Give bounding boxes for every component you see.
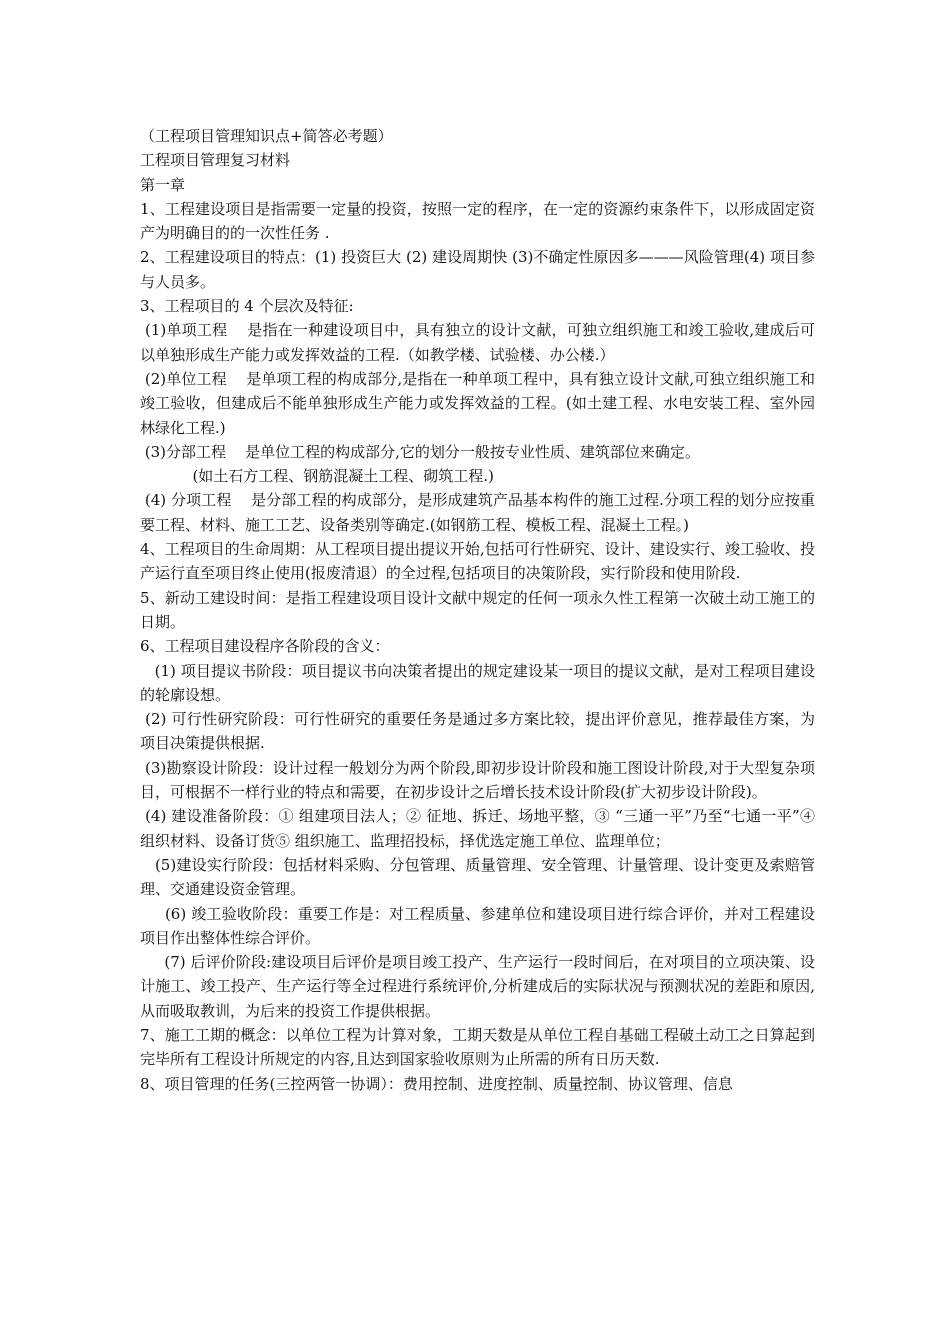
paragraph: 7、施工工期的概念：以单位工程为计算对象，工期天数是从单位工程自基础工程破土动工之日算起到完毕所有工程设计所规定的内容,且达到国家验收原则为止所需的所有日历天数. bbox=[140, 1025, 815, 1069]
paragraph: 6、工程项目建设程序各阶段的含义： bbox=[140, 637, 390, 656]
paragraph: (如土石方工程、钢筋混凝土工程、砌筑工程.) bbox=[140, 467, 494, 486]
paragraph: (7) 后评价阶段:建设项目后评价是项目竣工投产、生产运行一段时间后，在对项目的立项决策、设计施工、竣工投产、生产运行等全过程进行系统评价,分析建成后的实际状况与预测状况的差距和原因,从而吸取教训，为后来的投资工作提供根据。 bbox=[140, 953, 816, 1020]
paragraph: (1)单项工程 是指在一种建设项目中，具有独立的设计文献，可独立组织施工和竣工验收,建成后可以单独形成生产能力或发挥效益的工程.（如教学楼、试验楼、办公楼.） bbox=[140, 321, 815, 364]
paragraph: (3)勘察设计阶段：设计过程一般划分为两个阶段,即初步设计阶段和施工图设计阶段,对于大型复杂项目，可根据不一样行业的特点和需要，在初步设计之后增长技术设计阶段(扩大初步设计阶段)。 bbox=[140, 758, 815, 802]
paragraph: (3)分部工程 是单位工程的构成部分,它的划分一般按专业性质、建筑部位来确定。 bbox=[140, 442, 700, 461]
document-subtitle: （工程项目管理知识点+简答必考题） bbox=[140, 127, 393, 145]
paragraph: 8、项目管理的任务(三控两管一协调）：费用控制、进度控制、质量控制、协议管理、信息 bbox=[140, 1074, 733, 1093]
paragraph: (6) 竣工验收阶段：重要工作是：对工程质量、参建单位和建设项目进行综合评价，并对工程建设项目作出整体性综合评价。 bbox=[140, 904, 815, 947]
paragraph: 1、工程建设项目是指需要一定量的投资，按照一定的程序，在一定的资源约束条件下，以形成固定资产为明确目的的一次性任务 . bbox=[140, 199, 815, 243]
paragraph: (5)建设实行阶段：包括材料采购、分包管理、质量管理、安全管理、计量管理、设计变更及索赔管理、交通建设资金管理。 bbox=[140, 855, 815, 899]
paragraph: 5、新动工建设时间：是指工程建设项目设计文献中规定的任何一项永久性工程第一次破土动工施工的日期。 bbox=[140, 588, 815, 631]
paragraph: 3、工程项目的 4 个层次及特征: bbox=[140, 297, 354, 316]
paragraph: (4) 建设准备阶段：① 组建项目法人；② 征地、拆迁、场地平整，③ “三通一平”乃至“七通一平”④ 组织材料、设备订货⑤ 组织施工、监理招投标，择优选定施工单位、监理单位； bbox=[140, 807, 820, 850]
paragraph: (2) 可行性研究阶段：可行性研究的重要任务是通过多方案比较，提出评价意见，推荐最佳方案，为项目决策提供根据. bbox=[140, 710, 815, 753]
paragraph: 4、工程项目的生命周期：从工程项目提出提议开始,包括可行性研究、设计、建设实行、竣工验收、投产运行直至项目终止使用(报废清退）的全过程,包括项目的决策阶段，实行阶段和使用阶段. bbox=[140, 540, 815, 583]
document-title: 工程项目管理复习材料 bbox=[140, 151, 291, 170]
document-body bbox=[140, 124, 820, 1096]
paragraph: (2)单位工程 是单项工程的构成部分,是指在一种单项工程中，具有独立设计文献,可独立组织施工和竣工验收，但建成后不能单独形成生产能力或发挥效益的工程。(如土建工程、水电安装工程、室外园林绿化工程.) bbox=[140, 369, 815, 437]
paragraph: 2、工程建设项目的特点：(1) 投资巨大 (2) 建设周期快 (3)不确定性原因多———风险管理(4) 项目参与人员多。 bbox=[140, 248, 815, 291]
paragraph: (4) 分项工程 是分部工程的构成部分，是形成建筑产品基本构件的施工过程.分项工程的划分应按重要工程、材料、施工工艺、设备类别等确定.(如钢筋工程、模板工程、混凝土工程。) bbox=[140, 491, 815, 534]
chapter-heading: 第一章 bbox=[140, 175, 186, 194]
paragraph: (1) 项目提议书阶段：项目提议书向决策者提出的规定建设某一项目的提议文献，是对工程项目建设的轮廓设想。 bbox=[140, 661, 815, 704]
